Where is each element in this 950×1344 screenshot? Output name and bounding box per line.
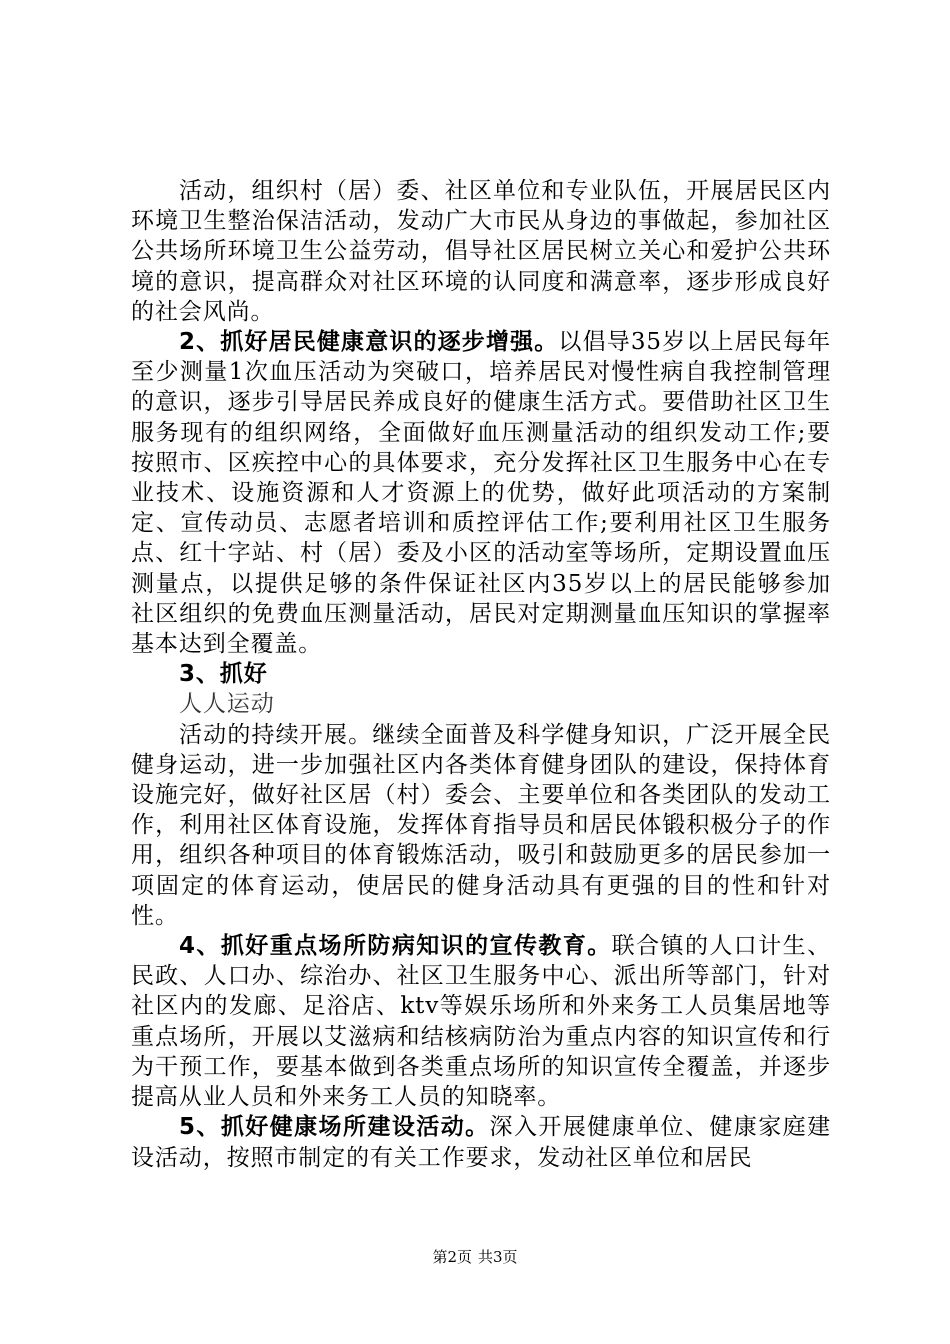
page-number: 第2页 — [432, 1248, 472, 1266]
paragraph-exercise-heading — [131, 659, 831, 689]
heading-disease-prevention: 4、抓好重点场所防病知识的宣传教育。 — [179, 933, 612, 960]
paragraph-environment: 活动，组织村（居）委、社区单位和专业队伍，开展居民区内环境卫生整治保洁活动，发动广大市民从身边的事做起，参加社区公共场所环境卫生公益劳动，倡导社区居民树立关心和爱护公共环境的意识，提高群众对社区环境的认同度和满意率，逐步形成良好的社会风尚。 — [131, 178, 831, 325]
body-disease-prevention: 联合镇的人口计生、民政、人口办、综治办、社区卫生服务中心、派出所等部门，针对社区内的发廊、足浴店、ktv等娱乐场所和外来务工人员集居地等重点场所，开展以艾滋病和结核病防治为重点内容的知识宣传和行为干预工作，要基本做到各类重点场所的知识宣传全覆盖，并逐步提高从业人员和外来务工人员的知晓率。 — [131, 933, 831, 1111]
page-total: 共3页 — [478, 1248, 518, 1266]
paragraph-exercise-sub: 人人运动 — [179, 691, 275, 718]
heading-exercise: 3、抓好 — [179, 661, 268, 688]
body-health-awareness: 以倡导35岁以上居民每年至少测量1次血压活动为突破口，培养居民对慢性病自我控制管理的意识，逐步引导居民养成良好的健康生活方式。要借助社区卫生服务现有的组织网络，全面做好血压测量活动的组织发动工作;要按照市、区疾控中心的具体要求，充分发挥社区卫生服务中心在专业技术、设施资源和人才资源上的优势，做好此项活动的方案制定、宣传动员、志愿者培训和质控评估工作;要利用社区卫生服务点、红十字站、村（居）委及小区的活动室等场所，定期设置血压测量点，以提供足够的条件保证社区内35岁以上的居民能够参加社区组织的免费血压测量活动，居民对定期测量血压知识的掌握率基本达到全覆盖。 — [131, 329, 831, 658]
heading-healthy-places: 5、抓好健康场所建设活动。 — [179, 1114, 490, 1141]
page-footer — [0, 1246, 950, 1267]
paragraph-health-awareness — [131, 327, 831, 659]
paragraph-exercise-body: 活动的持续开展。继续全面普及科学健身知识，广泛开展全民健身运动，进一步加强社区内各类体育健身团队的建设，保持体育设施完好，做好社区居（村）委会、主要单位和各类团队的发动工作，利用社区体育设施，发挥体育指导员和居民体锻积极分子的作用，组织各种项目的体育锻炼活动，吸引和鼓励更多的居民参加一项固定的体育运动，使居民的健身活动具有更强的目的性和针对性。 — [131, 721, 831, 929]
paragraph-disease-prevention — [131, 931, 831, 1112]
body-healthy-places: 深入开展健康单位、健康家庭建设活动，按照市制定的有关工作要求，发动社区单位和居民 — [131, 1114, 831, 1171]
heading-health-awareness: 2、抓好居民健康意识的逐步增强。 — [179, 329, 559, 356]
paragraph-healthy-places — [131, 1112, 831, 1172]
document-body — [131, 176, 831, 1173]
